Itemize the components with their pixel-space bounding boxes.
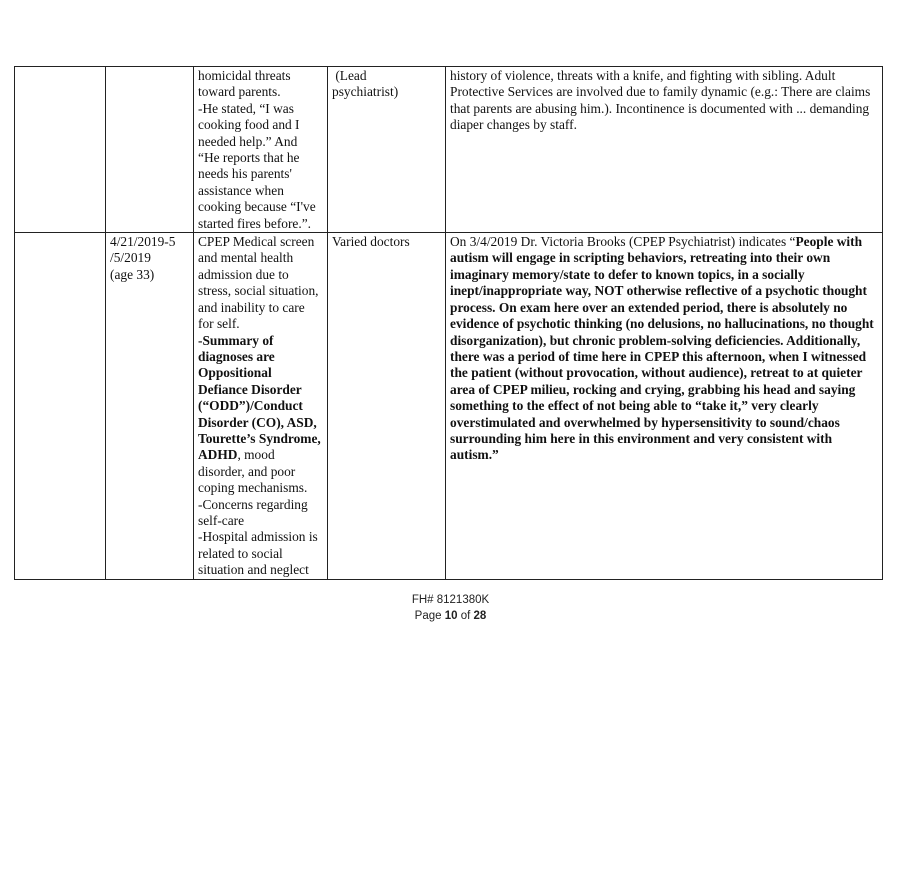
page-number — [0, 608, 901, 624]
summary-line: admission due to — [198, 266, 289, 282]
adhd-rest: , mood — [237, 447, 275, 463]
summary-line: situation and neglect — [198, 562, 309, 578]
diagnosis-line: diagnoses are — [198, 348, 275, 364]
diagnosis-line: -Summary of — [198, 332, 274, 348]
findings-cell — [446, 67, 883, 233]
table-row — [15, 233, 883, 580]
findings-quote: People with autism will engage in scripting behaviors, retreating into their own imaginary memory/state to defer to known topics, in a socially inept/inappropriate way, NOT otherwise reflective of a psychotic thought process. On exam here over an extended period, there is absolutely no evidence of psychotic thinking (no delusions, no hallucinations, no thought disorganization), but chronic problem-solving deficiencies. Additionally, there was a period of time here in CPEP this afternoon, when I witnessed the patient (without provocation, without audience), retreat to at quieter area of CPEP milieu, rocking and crying, grabbing his head and saying something to the effect of not being able to “take it,” very clearly overstimulated and overwhelmed by hypersensitivity to sound/chaos surrounding him here in this environment and very consistent with autism.” — [450, 234, 874, 463]
record-id-cell — [15, 67, 106, 233]
summary-line: CPEP Medical screen — [198, 234, 315, 250]
findings-cell — [446, 233, 883, 580]
doctor-line: (Lead — [332, 68, 367, 83]
doctor-name: Varied doctors — [332, 234, 410, 250]
summary-line: needed help.” And — [198, 133, 298, 149]
summary-line: started fires before.”. — [198, 215, 312, 231]
summary-line: cooking because “I've — [198, 199, 316, 215]
date-line: 4/21/2019-5 — [110, 234, 176, 250]
page-current: 10 — [444, 610, 458, 622]
summary-line: cooking food and I — [198, 117, 300, 133]
diagnosis-line: Oppositional — [198, 365, 272, 381]
summary-line: and mental health — [198, 250, 294, 266]
summary-line: self-care — [198, 512, 245, 528]
date-line: /5/2019 — [110, 250, 151, 266]
summary-line: disorder, and poor — [198, 463, 296, 479]
summary-line: assistance when — [198, 182, 284, 198]
summary-line: needs his parents' — [198, 166, 292, 182]
findings-intro: On 3/4/2019 Dr. Victoria Brooks (CPEP Psychiatrist) indicates “ — [450, 234, 796, 250]
diagnosis-line: Disorder (CO), ASD, — [198, 414, 317, 430]
file-number: FH# 8121380K — [411, 594, 490, 606]
age-line: (age 33) — [110, 266, 155, 282]
summary-cell — [194, 67, 328, 233]
summary-line: “He reports that he — [198, 150, 300, 166]
summary-line: -He stated, “I was — [198, 100, 294, 116]
diagnosis-line: (“ODD”)/Conduct — [198, 398, 303, 414]
adhd-label: ADHD — [198, 447, 238, 463]
page-total: 28 — [473, 610, 487, 622]
findings-text: history of violence, threats with a knife, and fighting with sibling. Adult Protective Services are involved due to family dynamic (e.g.: There are claims that parents are abusing him.). Incontinence is documented with ... demanding diaper changes by staff. — [450, 68, 871, 133]
summary-line: coping mechanisms. — [198, 480, 308, 496]
summary-line: and inability to care — [198, 299, 305, 315]
summary-line: -Hospital admission is — [198, 529, 318, 545]
diagnosis-line — [198, 447, 323, 463]
summary-cell — [194, 233, 328, 580]
diagnosis-line: Tourette’s Syndrome, — [198, 430, 321, 446]
record-id-cell — [15, 233, 106, 580]
table-row — [15, 67, 883, 233]
date-cell — [106, 67, 194, 233]
doctor-cell — [328, 67, 446, 233]
summary-line: related to social — [198, 545, 283, 561]
page-prefix: Page — [414, 610, 445, 622]
doctor-line: psychiatrist) — [332, 84, 399, 100]
medical-records-table — [14, 66, 883, 580]
summary-line: homicidal threats — [198, 68, 291, 83]
date-cell — [106, 233, 194, 580]
summary-line: -Concerns regarding — [198, 496, 308, 512]
diagnosis-line: Defiance Disorder — [198, 381, 302, 397]
summary-line: stress, social situation, — [198, 283, 319, 299]
summary-line: toward parents. — [198, 84, 281, 100]
page-of: of — [457, 610, 474, 622]
doctor-cell — [328, 233, 446, 580]
summary-line: for self. — [198, 316, 240, 332]
